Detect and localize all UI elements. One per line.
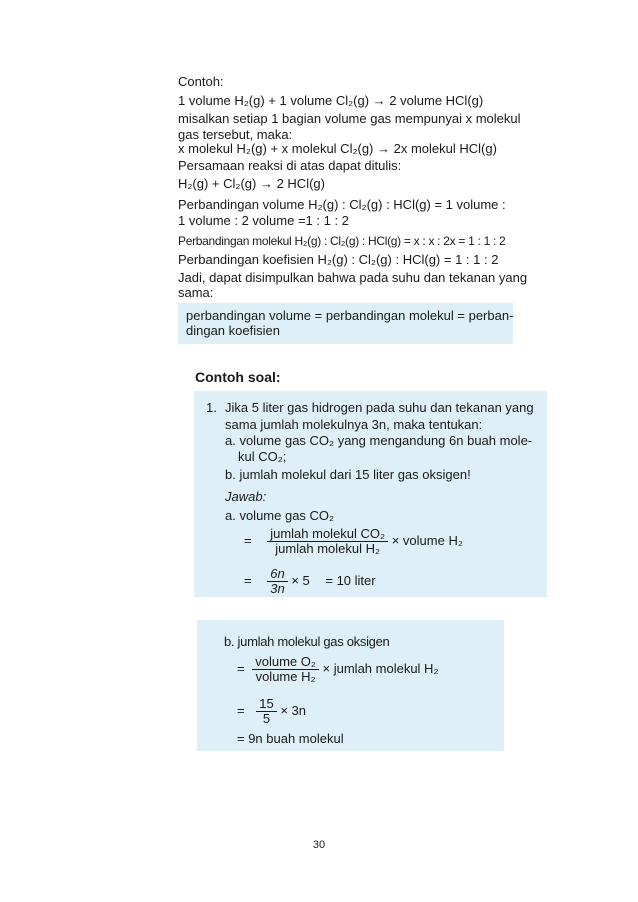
- fraction: [256, 697, 276, 726]
- intro-line: Persamaan reaksi di atas dapat ditulis:: [178, 158, 402, 173]
- fraction-numerator: 6n: [267, 567, 287, 582]
- equation-row: [244, 527, 463, 556]
- fraction-denominator: jumlah molekul H₂: [275, 541, 381, 556]
- intro-line: x molekul H₂(g) + x molekul Cl₂(g) → 2x molekul HCl(g): [178, 141, 497, 156]
- fraction-denominator: 3n: [270, 581, 285, 596]
- equals-sign: =: [244, 532, 252, 548]
- page-number: 30: [312, 839, 326, 851]
- problem-line: Jika 5 liter gas hidrogen pada suhu dan tekanan yang: [225, 400, 534, 415]
- intro-line: 1 volume : 2 volume =1 : 1 : 2: [178, 213, 349, 228]
- problem-box: [194, 391, 547, 597]
- intro-line: gas tersebut, maka:: [178, 127, 293, 142]
- equals-sign: =: [237, 702, 245, 718]
- problem-line: sama jumlah molekulnya 3n, maka tentukan:: [225, 417, 483, 432]
- fraction: [252, 655, 319, 684]
- intro-line: Perbandingan koefisien H₂(g) : Cl₂(g) : HCl(g) = 1 : 1 : 2: [178, 252, 499, 267]
- fraction-numerator: volume O₂: [252, 655, 319, 670]
- intro-line: H₂(g) + Cl₂(g) → 2 HCl(g): [178, 176, 325, 191]
- answer-label: Jawab:: [225, 489, 267, 504]
- equation-row: [237, 655, 438, 684]
- equation-row: [237, 697, 306, 726]
- answer-a-title: a. volume gas CO₂: [225, 508, 335, 523]
- problem-part-a: a. volume gas CO₂ yang mengandung 6n buah mole-: [225, 433, 533, 448]
- fraction: [267, 567, 287, 596]
- equals-sign: =: [244, 572, 252, 588]
- intro-line: sama:: [178, 285, 214, 300]
- intro-line: Contoh:: [178, 74, 224, 89]
- intro-line: 1 volume H₂(g) + 1 volume Cl₂(g) → 2 volume HCl(g): [178, 93, 484, 108]
- intro-line: Perbandingan molekul H₂(g) : Cl₂(g) : HCl(g) = x : x : 2x = 1 : 1 : 2: [178, 234, 506, 248]
- fraction-numerator: 15: [256, 697, 276, 712]
- fraction-denominator: volume H₂: [255, 669, 316, 684]
- equation-tail: × volume H₂: [391, 532, 463, 548]
- problem-part-a: kul CO₂;: [238, 449, 287, 464]
- equation-tail: × jumlah molekul H₂: [322, 660, 439, 676]
- equation-result: = 10 liter: [325, 572, 376, 588]
- fraction-denominator: 5: [262, 711, 271, 726]
- intro-line: Perbandingan volume H₂(g) : Cl₂(g) : HCl(g) = 1 volume :: [178, 197, 506, 212]
- summary-box: [178, 303, 513, 344]
- equation-tail: × 5: [291, 572, 310, 588]
- summary-line: dingan koefisien: [186, 323, 280, 338]
- equation-tail: × 3n: [280, 702, 306, 718]
- fraction: [267, 527, 388, 556]
- summary-line: perbandingan volume = perbandingan molekul = perban-: [186, 308, 514, 323]
- equation-row: [244, 567, 376, 596]
- fraction-numerator: jumlah molekul CO₂: [267, 527, 388, 542]
- problem-part-b: b. jumlah molekul dari 15 liter gas oksigen!: [225, 467, 471, 482]
- answer-b-title: b. jumlah molekul gas oksigen: [224, 634, 390, 649]
- example-heading: Contoh soal:: [195, 369, 281, 385]
- intro-line: Jadi, dapat disimpulkan bahwa pada suhu dan tekanan yang: [178, 270, 528, 285]
- intro-line: misalkan setiap 1 bagian volume gas mempunyai x molekul: [178, 111, 521, 126]
- answer-b-result: = 9n buah molekul: [237, 731, 344, 746]
- equals-sign: =: [237, 660, 245, 676]
- problem-number: 1.: [206, 400, 217, 415]
- answer-b-box: [197, 620, 504, 751]
